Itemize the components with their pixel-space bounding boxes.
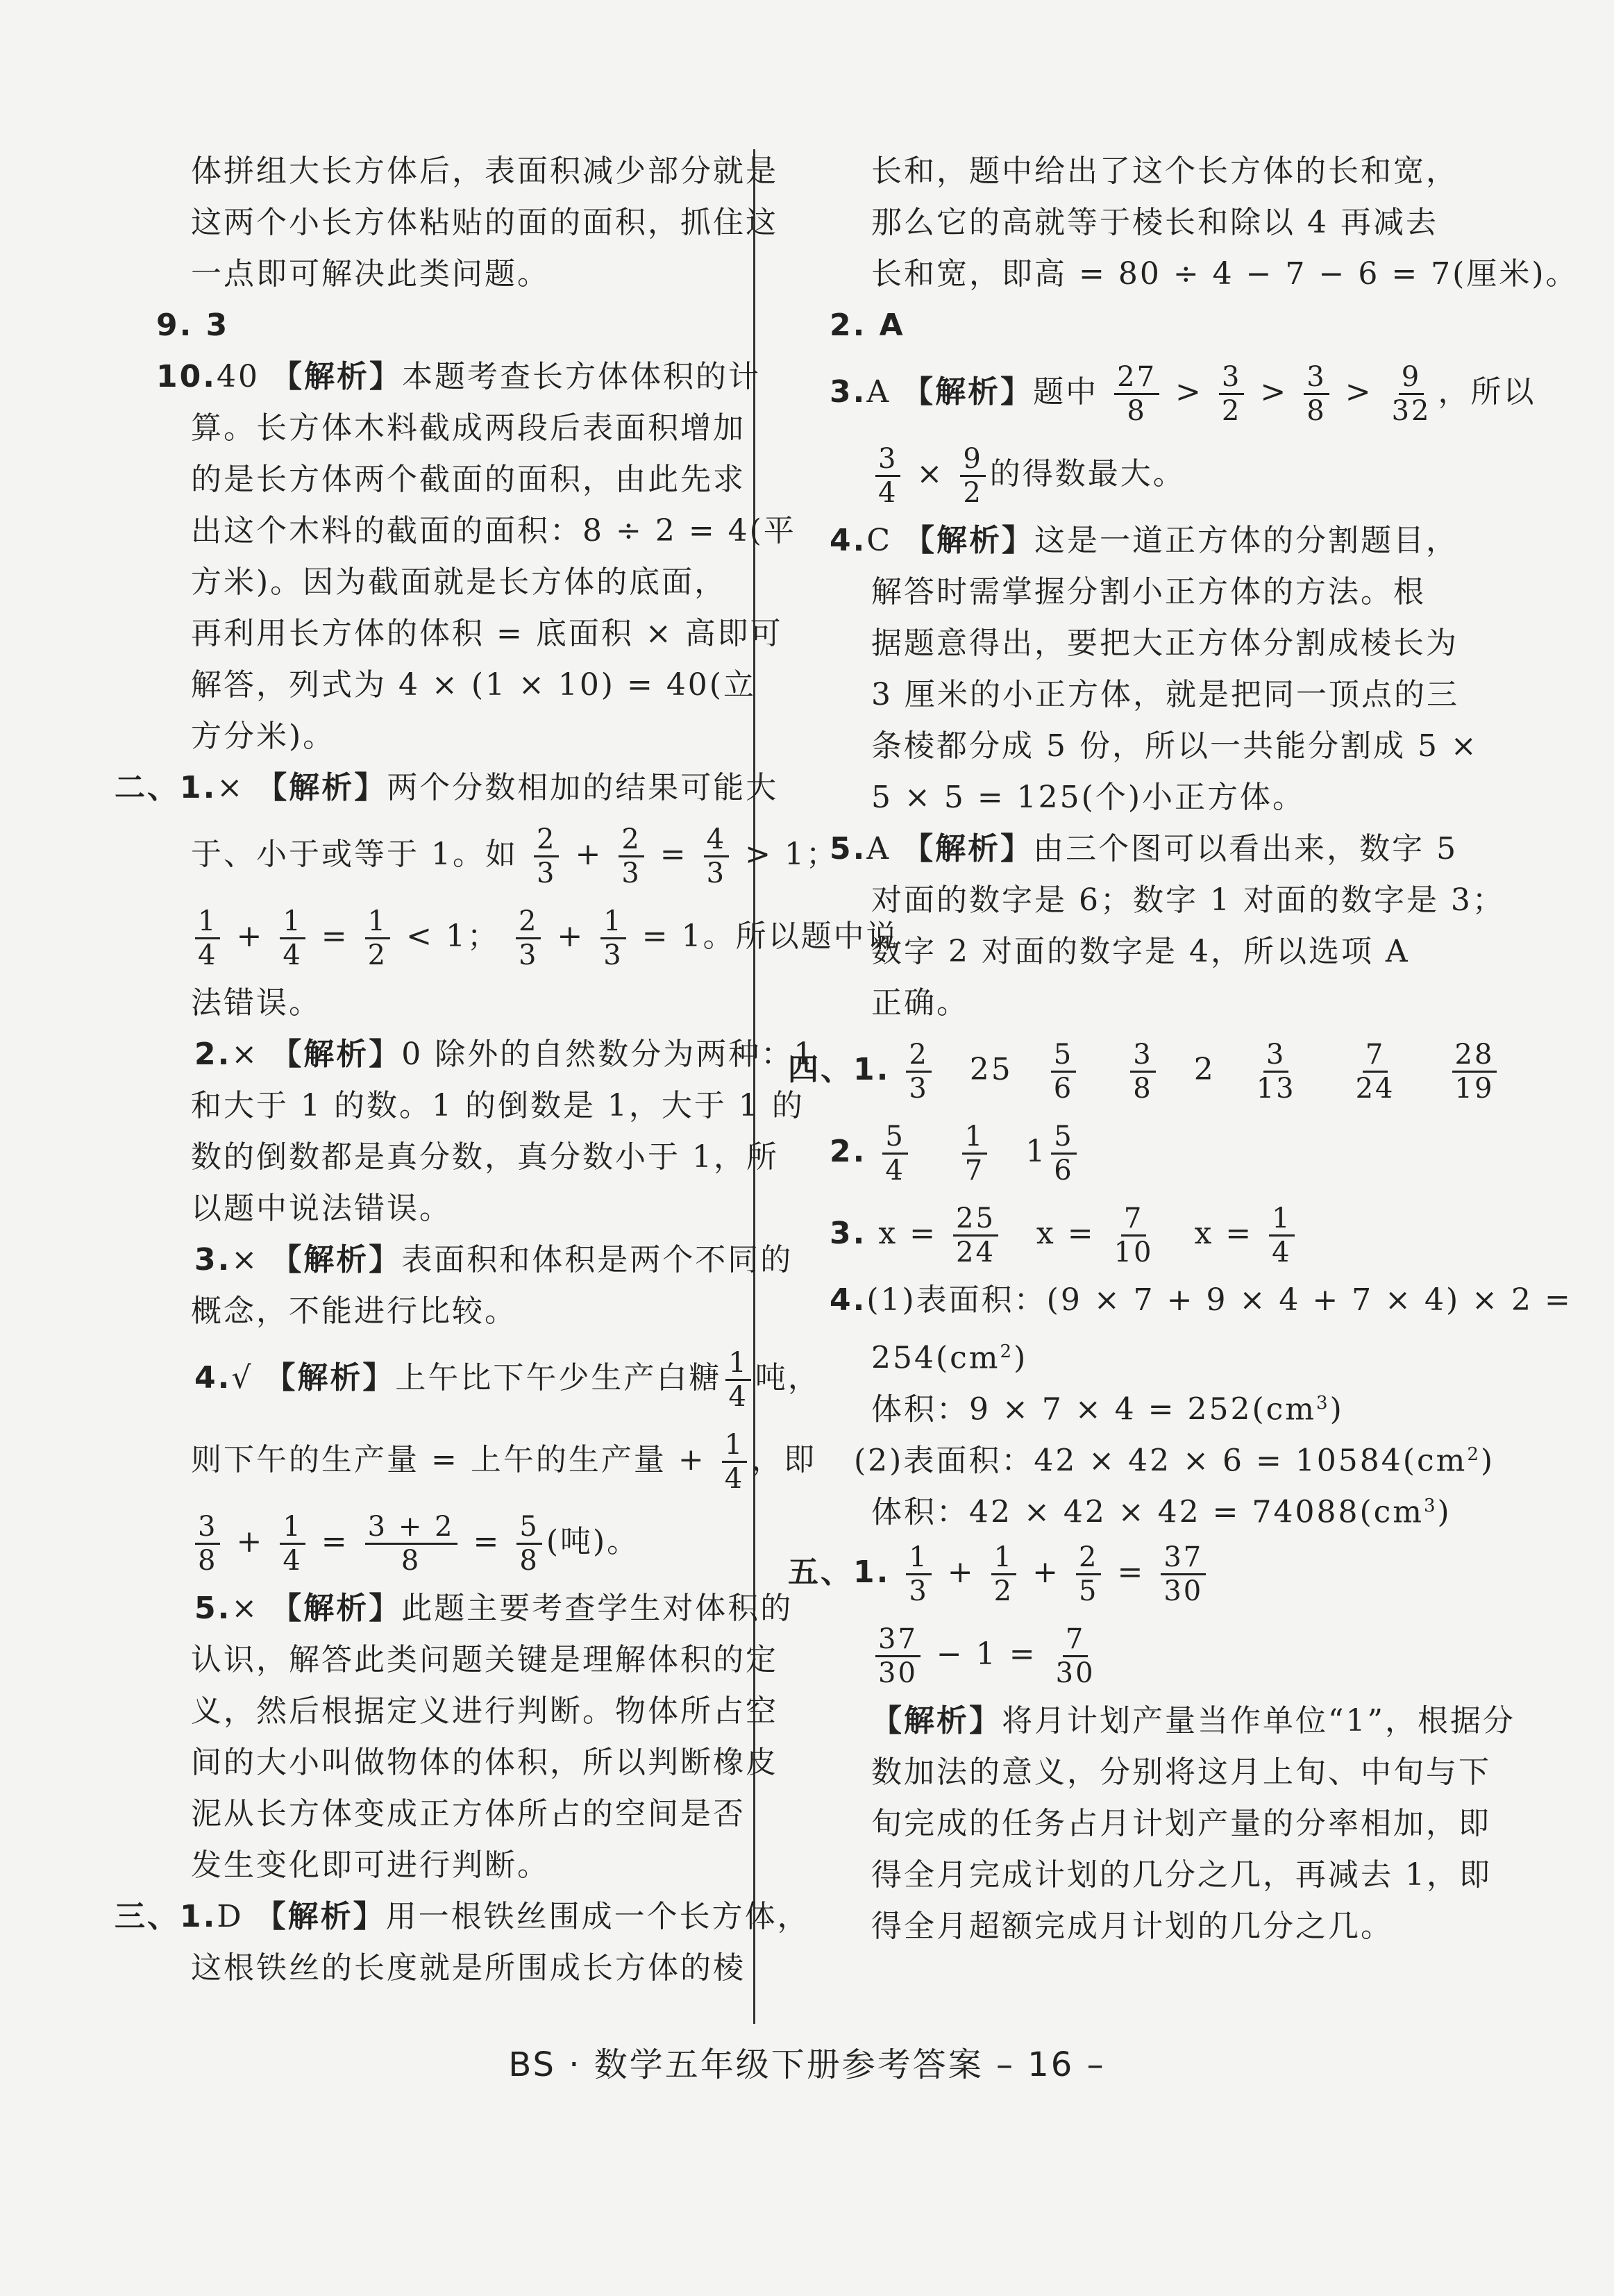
fraction: $\frac{7}{24}$ [1355,1039,1395,1105]
fraction: $\frac{1}{7}$ [962,1121,987,1187]
text-line: 体积：$9 \times 7 \times 4 = 252(cm^3)$ [871,1391,1344,1427]
fraction: $\frac{37}{30}$ [1161,1541,1206,1607]
text-line: 出这个木料的截面的面积：8 ÷ 2 = 4(平 [191,513,796,548]
text-line: 吨， [755,1360,821,1396]
text-line: 上午比下午少生产白糖 [395,1360,722,1396]
math-line [830,433,1406,515]
text-line: 得全月完成计划的几分之几，再减去 1，即 [871,1857,1492,1893]
text-line: 5 × 5 = 125(个)小正方体。 [871,780,1305,815]
analysis-label: 【解析】 [904,523,1035,558]
fraction: $\frac{4}{3}$ [704,823,729,889]
answer-value: 25 [969,1052,1013,1087]
section-number: 二、 [115,770,180,805]
fraction: $\frac{3}{13}$ [1256,1039,1296,1105]
answer-value: × [217,770,245,805]
fraction: $\frac{3 + 2}{8}$ [365,1511,457,1577]
text-line: 算。长方体木料截成两段后表面积增加 [191,410,746,446]
text-line: (2)表面积：$42 \times 42 \times 6 = 10584(cm^2)$ [854,1443,1495,1479]
analysis-label: 【解析】 [271,1591,402,1626]
answer-item [830,1111,1406,1193]
fraction: $\frac{3}{8}$ [1130,1039,1155,1105]
answer-item [830,1695,1515,1747]
text-line: ，所以 [1438,374,1536,410]
operator: > [1345,374,1373,410]
answer-value: D [217,1899,244,1934]
text-line: $254(cm^2)$ [871,1340,1028,1376]
answer-item [830,351,1536,433]
text-line: 本题考查长方体体积的计 [401,359,761,394]
text-line: 这两个小长方体粘贴的面的面积，抓住这 [191,205,778,240]
analysis-label: 【解析】 [871,1703,1002,1738]
answer-value: × [231,1591,260,1626]
answer-value: 2 [1193,1052,1216,1087]
text-line: 条棱都分成 5 份，所以一共能分割成 5 × [871,728,1479,764]
operator: = [473,1524,501,1559]
item-number: 5. [830,831,867,866]
fraction: $\frac{1}{4}$ [1269,1203,1294,1268]
text-line: 两个分数相加的结果可能大 [387,770,779,805]
text-line: 于、小于或等于 1。如 [191,837,518,872]
text-line: 间的大小叫做物体的体积，所以判断橡皮 [191,1745,778,1780]
fraction: $\frac{9}{2}$ [960,443,985,509]
text-line: 解答，列式为 4 × (1 × 10) = 40(立 [191,667,756,703]
fraction: $\frac{3}{4}$ [875,443,900,509]
item-number: 10. [156,359,217,394]
operator: + [236,919,264,954]
text-line: 得全月超额完成月计划的几分之几。 [871,1909,1393,1944]
answer-item [115,762,779,814]
text-line: 和大于 1 的数。1 的倒数是 1，大于 1 的 [191,1088,805,1123]
text-line: 这是一道正方体的分割题目， [1034,523,1459,558]
answer-item [830,823,1459,875]
text-line: 对面的数字是 6；数字 1 对面的数字是 3； [871,882,1505,918]
operator: − [936,1636,964,1672]
math-line [115,1501,725,1583]
answer-item [788,1532,1406,1614]
right-column [788,146,1579,1952]
answer-value: √ [231,1360,253,1396]
text-line: 数字 2 对面的数字是 4，所以选项 A [871,934,1410,969]
fraction: $\frac{1}{4}$ [280,905,305,971]
item-number: 1. [853,1052,891,1087]
text-line: 发生变化即可进行判断。 [191,1847,550,1883]
fraction: $\frac{37}{30}$ [875,1623,921,1689]
item-number: 5. [194,1591,232,1626]
math-line [115,896,899,978]
fraction: $\frac{2}{5}$ [1076,1541,1101,1607]
text-line: 认识，解答此类问题关键是理解体积的定 [191,1642,778,1677]
operator: = [321,1524,349,1559]
fraction: $\frac{25}{24}$ [953,1203,998,1268]
item-number: 2. [194,1037,232,1072]
item-number: 1. [180,1899,217,1934]
answer-item [115,351,761,403]
item-number: 4. [194,1360,232,1396]
fraction: $\frac{1}{3}$ [600,905,625,971]
item-number: 3. [830,374,867,410]
text-line: (1)表面积：(9 × 7 + 9 × 4 + 7 × 4) × 2 = [866,1282,1572,1318]
answer-item [115,1029,816,1080]
fraction: $\frac{2}{3}$ [534,823,559,889]
analysis-label: 【解析】 [902,831,1034,866]
fraction: $\frac{2}{3}$ [906,1039,931,1105]
analysis-label: 【解析】 [256,770,387,805]
math-line [115,1419,817,1501]
fraction: $\frac{7}{30}$ [1055,1623,1095,1689]
fraction: $\frac{1}{2}$ [365,905,390,971]
item-number: 2. [830,1134,867,1169]
text-line: 旬完成的任务占月计划产量的分率相加，即 [871,1806,1491,1841]
text-line: x = [878,1216,938,1251]
answer-value: × [231,1242,260,1277]
fraction: $\frac{5}{6}$ [1051,1121,1076,1187]
section-number: 三、 [115,1899,180,1934]
fraction: $\frac{3}{8}$ [1304,361,1329,427]
operator: = [321,919,349,954]
text-line: x = [1194,1216,1254,1251]
answer-value: A [866,374,891,410]
fraction: $\frac{9}{32}$ [1391,361,1431,427]
operator: + [1032,1555,1060,1590]
text-line: 以题中说法错误。 [191,1191,452,1226]
answer-value: × [231,1037,260,1072]
fraction: $\frac{5}{8}$ [516,1511,541,1577]
page-footer: BS · 数学五年级下册参考答案 – 16 – [508,2045,1106,2084]
answer-item: 9. 3 [156,308,230,343]
operator: = [659,837,688,872]
fraction: $\frac{1}{4}$ [722,1429,747,1495]
text-line: 长和，题中给出了这个长方体的长和宽， [871,153,1459,189]
operator: > [1175,374,1203,410]
text-line: 一点即可解决此类问题。 [191,256,550,292]
fraction: $\frac{1}{4}$ [195,905,220,971]
analysis-label: 【解析】 [271,1242,402,1277]
text-line: x = [1036,1216,1095,1251]
text-line: 数加法的意义，分别将这月上旬、中旬与下 [871,1754,1491,1790]
answer-item [830,515,1459,567]
answer-item [115,1337,821,1419]
answer-value: 1 [975,1636,998,1672]
text-line: 此题主要考查学生对体积的 [401,1591,793,1626]
text-line: 的得数最大。 [989,456,1186,492]
text-line: 的是长方体两个截面的面积，由此先求 [191,462,746,497]
item-number: 4. [830,1282,867,1318]
text-line: 方分米)。 [191,719,336,754]
fraction: $\frac{5}{4}$ [882,1121,907,1187]
section-number: 五、 [788,1555,853,1590]
analysis-label: 【解析】 [271,359,402,394]
fraction: $\frac{5}{6}$ [1051,1039,1076,1105]
text-line: 用一根铁丝围成一个长方体， [385,1899,810,1934]
text-line: 正确。 [871,985,969,1021]
text-line: 再利用长方体的体积 = 底面积 × 高即可 [191,616,783,651]
answer-item: 2. A [830,308,905,343]
answer-value: A [866,831,891,866]
math-line [830,1614,1406,1695]
operator: × [916,456,945,492]
item-number: 3. [194,1242,232,1277]
analysis-label: 【解析】 [902,374,1034,410]
text-line: 体积：$42 \times 42 \times 42 = 74088(cm^3)$ [871,1494,1452,1530]
text-line: > 1； [745,837,839,872]
fraction: $\frac{28}{19}$ [1452,1039,1497,1105]
text-line: 则下午的生产量 = 上午的生产量 + [191,1442,706,1477]
text-line: 长和宽，即高 = 80 ÷ 4 − 7 − 6 = 7(厘米)。 [871,256,1579,292]
item-number: 1. [180,770,217,805]
text-line: 0 除外的自然数分为两种：1 [401,1037,816,1072]
fraction: $\frac{1}{2}$ [991,1541,1016,1607]
math-line [115,814,839,896]
item-number: 3. [830,1216,867,1251]
fraction: $\frac{1}{3}$ [906,1541,931,1607]
operator: = [1117,1555,1145,1590]
text-line: (吨)。 [546,1524,640,1559]
text-line: 方米)。因为截面就是长方体的底面， [191,564,728,600]
fraction: $\frac{3}{2}$ [1219,361,1244,427]
text-line: 将月计划产量当作单位“1”，根据分 [1002,1703,1515,1738]
text-line: ，即 [751,1442,817,1477]
text-line: 解答时需掌握分割小正方体的方法。根 [871,574,1426,610]
text-line: 泥从长方体变成正方体所占的空间是否 [191,1796,746,1832]
text-line: 法错误。 [191,985,321,1021]
text-line: 3 厘米的小正方体，就是把同一顶点的三 [871,677,1459,712]
text-line: 义，然后根据定义进行判断。物体所占空 [191,1693,778,1729]
text-line: 由三个图可以看出来，数字 5 [1033,831,1459,866]
answer-item [830,1275,1572,1326]
section-number: 四、 [788,1052,853,1087]
fraction: $\frac{27}{8}$ [1114,361,1159,427]
text-line: = 1。所以题中说 [641,919,899,954]
text-line: 据题意得出，要把大正方体分割成棱长为 [871,626,1459,661]
answer-value: 40 [216,359,260,394]
operator: > [1260,374,1288,410]
item-number: 4. [830,523,867,558]
answer-value: C [866,523,893,558]
fraction: $\frac{7}{10}$ [1113,1203,1154,1268]
fraction: $\frac{2}{3}$ [516,905,541,971]
answer-item [115,1234,793,1286]
text-line: 概念，不能进行比较。 [191,1293,517,1329]
item-number: 1. [853,1555,891,1590]
text-line: 数的倒数都是真分数，真分数小于 1，所 [191,1139,779,1175]
answer-item [115,1583,793,1634]
operator: + [947,1555,975,1590]
analysis-label: 【解析】 [271,1037,402,1072]
text-line: 这根铁丝的长度就是所围成长方体的棱 [191,1950,746,1986]
analysis-label: 【解析】 [255,1899,386,1934]
text-line: 体拼组大长方体后，表面积减少部分就是 [191,153,778,189]
answer-value: 1 [1025,1134,1048,1169]
answer-item [115,1891,810,1943]
text-line: < 1； [406,919,500,954]
analysis-label: 【解析】 [264,1360,396,1396]
fraction: $\frac{1}{4}$ [725,1347,750,1413]
fraction: $\frac{1}{4}$ [280,1511,305,1577]
operator: + [575,837,603,872]
text-line: 题中 [1033,374,1099,410]
answer-item [788,1029,1495,1111]
answer-item [830,1193,1406,1275]
operator: = [1009,1636,1037,1672]
operator: + [557,919,585,954]
text-line: 表面积和体积是两个不同的 [401,1242,793,1277]
fraction: $\frac{3}{8}$ [195,1511,220,1577]
operator: + [236,1524,264,1559]
fraction: $\frac{2}{3}$ [619,823,644,889]
text-line: 那么它的高就等于棱长和除以 4 再减去 [871,205,1438,240]
